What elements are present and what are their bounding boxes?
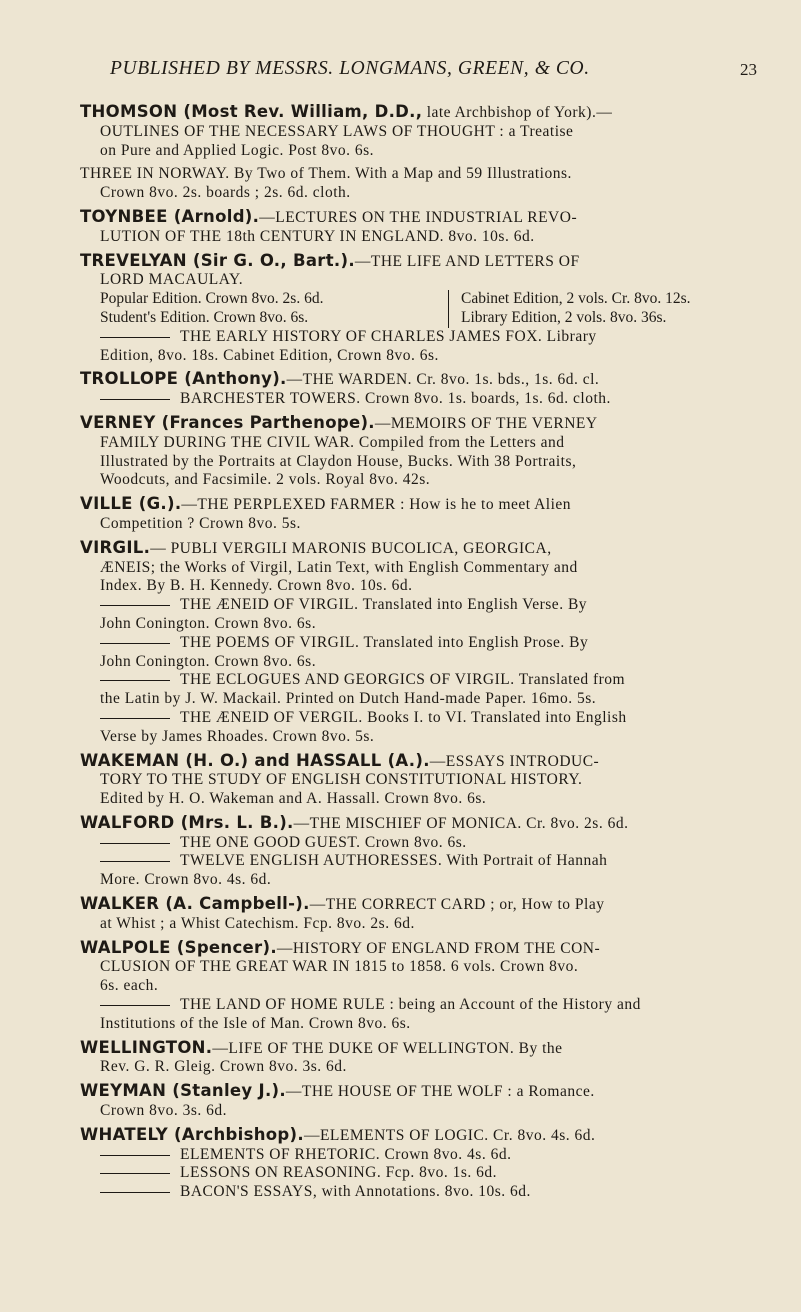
entry-line xyxy=(80,515,761,534)
author-heading: VILLE (G.). xyxy=(80,494,182,514)
entry-line xyxy=(80,1015,761,1034)
entry-text: —THE LIFE AND LETTERS OF xyxy=(354,252,580,270)
entry-text: Edition, 8vo. 18s. Cabinet Edition, Crown 8vo. 6s. xyxy=(100,346,439,364)
entry-line xyxy=(80,328,761,347)
entry-text: Crown 8vo. 2s. boards ; 2s. 6d. cloth. xyxy=(100,184,351,202)
entry-line xyxy=(80,977,761,996)
entry-line xyxy=(80,615,761,634)
entry-text: ELEMENTS OF RHETORIC. Crown 8vo. 4s. 6d. xyxy=(180,1145,512,1163)
entry-line xyxy=(80,709,761,728)
entry-line xyxy=(80,671,761,690)
catalogue-entry xyxy=(80,752,761,809)
ditto-dash xyxy=(100,1173,170,1174)
entry-line xyxy=(80,871,761,890)
entry-line xyxy=(80,1058,761,1077)
entry-text: CLUSION OF THE GREAT WAR IN 1815 to 1858. 6 vols. Crown 8vo. xyxy=(100,958,579,976)
catalogue-entry xyxy=(80,814,761,890)
entry-line xyxy=(80,1082,761,1102)
entry-text: at Whist ; a Whist Catechism. Fcp. 8vo. 2s. 6d. xyxy=(100,914,415,932)
ditto-dash xyxy=(100,843,170,844)
entry-line xyxy=(80,123,761,142)
entry-text: —THE PERPLEXED FARMER : How is he to meet Alien xyxy=(181,496,572,514)
entry-text: LORD MACAULAY. xyxy=(100,271,244,289)
entry-text: THE ÆNEID OF VIRGIL. Translated into English Verse. By xyxy=(180,596,588,614)
ditto-dash xyxy=(100,643,170,644)
catalogue-entry xyxy=(80,939,761,1034)
catalogue-entries xyxy=(80,103,761,1207)
edition-line: Student's Edition. Crown 8vo. 6s. xyxy=(100,308,309,326)
entry-text: FAMILY DURING THE CIVIL WAR. Compiled from the Letters and xyxy=(100,433,565,451)
entry-line xyxy=(80,539,761,559)
author-heading: WAKEMAN (H. O.) and HASSALL (A.). xyxy=(80,750,430,770)
entry-text: on Pure and Applied Logic. Post 8vo. 6s. xyxy=(100,141,375,159)
entry-line xyxy=(80,895,761,915)
author-heading: WEYMAN (Stanley J.). xyxy=(80,1081,286,1101)
catalogue-entry xyxy=(80,370,761,409)
entry-text: Crown 8vo. 3s. 6d. xyxy=(100,1102,227,1120)
author-heading: TOYNBEE (Arnold). xyxy=(80,206,260,226)
entry-line xyxy=(80,434,761,453)
entry-line xyxy=(80,1164,761,1183)
entry-text: BARCHESTER TOWERS. Crown 8vo. 1s. boards, 1s. 6d. cloth. xyxy=(180,390,611,408)
entry-line xyxy=(80,142,761,161)
catalogue-entry xyxy=(80,1082,761,1121)
author-heading: VIRGIL. xyxy=(80,537,151,557)
entry-line xyxy=(80,347,761,366)
running-head-title: PUBLISHED BY MESSRS. LONGMANS, GREEN, & CO. xyxy=(110,58,590,79)
entry-text: —LECTURES ON THE INDUSTRIAL REVO- xyxy=(259,208,578,226)
entry-line xyxy=(80,103,761,123)
entry-text: Competition ? Crown 8vo. 5s. xyxy=(100,514,301,532)
entry-line xyxy=(80,370,761,390)
entry-line xyxy=(80,814,761,834)
ditto-dash xyxy=(100,399,170,400)
author-heading: VERNEY (Frances Parthenope). xyxy=(80,412,375,432)
author-heading: TROLLOPE (Anthony). xyxy=(80,369,287,389)
catalogue-entry xyxy=(80,1126,761,1202)
entry-text: 6s. each. xyxy=(100,977,159,995)
entry-text: —THE HOUSE OF THE WOLF : a Romance. xyxy=(285,1083,595,1101)
entry-line xyxy=(80,771,761,790)
ditto-dash xyxy=(100,718,170,719)
ditto-dash xyxy=(100,861,170,862)
entry-text: Institutions of the Isle of Man. Crown 8vo. 6s. xyxy=(100,1014,411,1032)
entry-text: —THE CORRECT CARD ; or, How to Play xyxy=(309,896,605,914)
author-heading: THOMSON (Most Rev. William, D.D., xyxy=(80,102,423,121)
ditto-dash xyxy=(100,605,170,606)
entry-text: BACON'S ESSAYS, with Annotations. 8vo. 10s. 6d. xyxy=(180,1183,531,1201)
entry-text: Woodcuts, and Facsimile. 2 vols. Royal 8vo. 42s. xyxy=(100,471,431,489)
edition-line: Popular Edition. Crown 8vo. 2s. 6d. xyxy=(100,290,324,308)
entry-text: Illustrated by the Portraits at Claydon House, Bucks. With 38 Portraits, xyxy=(100,452,577,470)
entry-line xyxy=(80,752,761,772)
entry-text: —THE MISCHIEF OF MONICA. Cr. 8vo. 2s. 6d. xyxy=(293,814,629,832)
entry-text: LESSONS ON REASONING. Fcp. 8vo. 1s. 6d. xyxy=(180,1164,498,1182)
ditto-dash xyxy=(100,1005,170,1006)
entry-line xyxy=(80,390,761,409)
entry-line xyxy=(80,1126,761,1146)
entry-line xyxy=(80,790,761,809)
running-head xyxy=(110,58,757,88)
page-number: 23 xyxy=(740,60,757,79)
entry-line xyxy=(80,1102,761,1121)
entry-text: Edited by H. O. Wakeman and A. Hassall. Crown 8vo. 6s. xyxy=(100,790,487,808)
ditto-dash xyxy=(100,680,170,681)
entry-line xyxy=(80,996,761,1015)
entry-text: THREE IN NORWAY. By Two of Them. With a Map and 59 Illustrations. xyxy=(80,165,572,183)
entry-text: THE ONE GOOD GUEST. Crown 8vo. 6s. xyxy=(180,833,467,851)
entry-text: —MEMOIRS OF THE VERNEY xyxy=(374,414,598,432)
entry-line xyxy=(80,471,761,490)
entry-text: late Archbishop of York).— xyxy=(422,104,613,121)
entry-line xyxy=(80,252,761,272)
author-heading: TREVELYAN (Sir G. O., Bart.). xyxy=(80,250,355,270)
catalogue-entry xyxy=(80,103,761,160)
entry-line xyxy=(80,728,761,747)
entry-line xyxy=(80,958,761,977)
entry-line xyxy=(80,634,761,653)
entry-text: Index. By B. H. Kennedy. Crown 8vo. 10s. 6d. xyxy=(100,577,413,595)
entry-line xyxy=(80,184,761,203)
catalogue-entry xyxy=(80,252,761,366)
entry-text: THE ÆNEID OF VERGIL. Books I. to VI. Translated into English xyxy=(180,708,627,726)
entry-line xyxy=(80,852,761,871)
edition-line: Library Edition, 2 vols. 8vo. 36s. xyxy=(461,308,667,326)
entry-text: THE LAND OF HOME RULE : being an Account of the History and xyxy=(180,996,641,1014)
entry-text: —THE WARDEN. Cr. 8vo. 1s. bds., 1s. 6d. cl. xyxy=(286,371,600,389)
author-heading: WELLINGTON. xyxy=(80,1037,213,1057)
ditto-dash xyxy=(100,337,170,338)
entry-text: —ELEMENTS OF LOGIC. Cr. 8vo. 4s. 6d. xyxy=(303,1126,596,1144)
entry-line xyxy=(80,690,761,709)
entry-line xyxy=(80,834,761,853)
catalogue-entry xyxy=(80,414,761,490)
entry-line xyxy=(80,939,761,959)
catalogue-entry xyxy=(80,165,761,203)
entry-text: —ESSAYS INTRODUC- xyxy=(429,752,600,770)
entry-line xyxy=(80,1146,761,1165)
entry-text: —HISTORY OF ENGLAND FROM THE CON- xyxy=(276,939,601,957)
entry-text: LUTION OF THE 18th CENTURY IN ENGLAND. 8vo. 10s. 6d. xyxy=(100,227,535,245)
entry-line xyxy=(80,653,761,672)
catalogue-entry xyxy=(80,539,761,747)
entry-line xyxy=(80,228,761,247)
entry-line xyxy=(80,1183,761,1202)
entry-line xyxy=(80,208,761,228)
editions-column-left xyxy=(100,290,449,328)
entry-text: the Latin by J. W. Mackail. Printed on Dutch Hand-made Paper. 16mo. 5s. xyxy=(100,690,597,708)
entry-text: John Conington. Crown 8vo. 6s. xyxy=(100,652,317,670)
ditto-dash xyxy=(100,1155,170,1156)
entry-line xyxy=(80,577,761,596)
author-heading: WALKER (A. Campbell-). xyxy=(80,894,310,914)
entry-line xyxy=(80,915,761,934)
edition-line: Cabinet Edition, 2 vols. Cr. 8vo. 12s. xyxy=(461,290,691,308)
entry-text: TORY TO THE STUDY OF ENGLISH CONSTITUTIONAL HISTORY. xyxy=(100,771,583,789)
entry-text: Rev. G. R. Gleig. Crown 8vo. 3s. 6d. xyxy=(100,1058,347,1076)
entry-text: —LIFE OF THE DUKE OF WELLINGTON. By the xyxy=(212,1039,563,1057)
entry-text: More. Crown 8vo. 4s. 6d. xyxy=(100,871,272,889)
entry-line xyxy=(80,271,761,290)
catalogue-entry xyxy=(80,495,761,534)
entry-line xyxy=(80,495,761,515)
entry-line xyxy=(80,1039,761,1059)
entry-text: — PUBLI VERGILI MARONIS BUCOLICA, GEORGICA, xyxy=(150,539,552,557)
entry-text: THE ECLOGUES AND GEORGICS OF VIRGIL. Translated from xyxy=(180,671,626,689)
author-heading: WALFORD (Mrs. L. B.). xyxy=(80,812,294,832)
entry-text: ÆNEIS; the Works of Virgil, Latin Text, with English Commentary and xyxy=(100,558,578,576)
entry-line xyxy=(80,559,761,578)
entry-line xyxy=(80,453,761,472)
entry-text: THE POEMS OF VIRGIL. Translated into English Prose. By xyxy=(180,633,589,651)
editions-table xyxy=(80,290,761,328)
entry-line xyxy=(80,165,761,184)
catalogue-entry xyxy=(80,208,761,247)
entry-line xyxy=(80,414,761,434)
author-heading: WALPOLE (Spencer). xyxy=(80,937,277,957)
entry-line xyxy=(80,596,761,615)
ditto-dash xyxy=(100,1192,170,1193)
entry-text: OUTLINES OF THE NECESSARY LAWS OF THOUGHT : a Treatise xyxy=(100,122,574,140)
author-heading: WHATELY (Archbishop). xyxy=(80,1124,304,1144)
entry-text: THE EARLY HISTORY OF CHARLES JAMES FOX. Library xyxy=(180,327,597,345)
catalogue-entry xyxy=(80,895,761,934)
editions-column-right xyxy=(449,290,691,328)
catalogue-entry xyxy=(80,1039,761,1078)
entry-text: John Conington. Crown 8vo. 6s. xyxy=(100,614,317,632)
entry-text: TWELVE ENGLISH AUTHORESSES. With Portrait of Hannah xyxy=(180,852,608,870)
entry-text: Verse by James Rhoades. Crown 8vo. 5s. xyxy=(100,727,375,745)
